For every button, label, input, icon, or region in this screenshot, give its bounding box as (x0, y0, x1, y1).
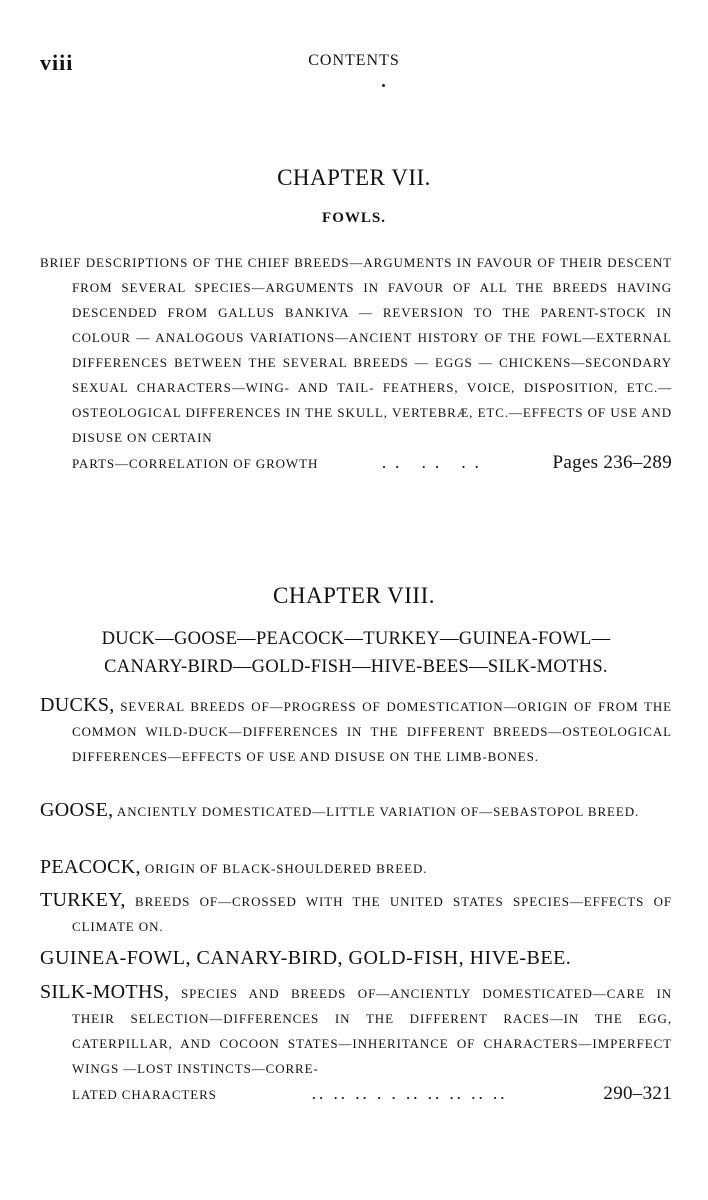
leader-dots: .. .. .. . . .. .. .. .. .. (312, 1087, 508, 1102)
entry-head: GUINEA-FOWL, CANARY-BIRD, GOLD-FISH, HIVE-BEE. (40, 947, 572, 969)
chapter-8-last-line: LATED CHARACTERS (72, 1087, 217, 1102)
chapter-8-title: CHAPTER VIII. (273, 583, 435, 608)
chapter-7-summary (40, 250, 672, 476)
entry-head: GOOSE, (40, 799, 114, 821)
entry-text: SEVERAL BREEDS OF—PROGRESS OF DOMESTICATION—ORIGIN OF FROM THE COMMON WILD-DUCK—DIFFERENCES IN THE DIFFERENT BREEDS—OSTEOLOGICAL DIFFERENCES—EFFECTS OF USE AND DISUSE ON THE LIMB-BONES. (72, 699, 672, 764)
ink-dot (382, 84, 385, 87)
running-title: CONTENTS (308, 52, 400, 69)
entry-text: ANCIENTLY DOMESTICATED—LITTLE VARIATION OF—SEBASTOPOL BREED. (116, 804, 640, 819)
chapter-7-page-line (72, 450, 672, 476)
chapter-8-subject-line-1: DUCK—GOOSE—PEACOCK—TURKEY—GUINEA-FOWL— (101, 629, 611, 649)
entry-text: SPECIES AND BREEDS OF—ANCIENTLY DOMESTICATED—CARE IN THEIR SELECTION—DIFFERENCES IN THE DIFFERENT RACES—IN THE EGG, CATERPILLAR, AND COCOON STATES—INHERITANCE OF CHARACTERS—IMPERFECT WINGS —LOST INSTINCTS—CORRE- (72, 986, 672, 1076)
entry-head: TURKEY, (40, 889, 126, 911)
entry-silk-moths (40, 980, 672, 1107)
chapter-8-subject-line-2: CANARY-BIRD—GOLD-FISH—HIVE-BEES—SILK-MOTHS. (104, 657, 608, 677)
entry-goose (40, 798, 672, 824)
entry-peacock (40, 855, 672, 881)
chapter-7-pages: Pages 236–289 (552, 452, 672, 473)
chapter-7-last-line: PARTS—CORRELATION OF GROWTH (72, 456, 319, 471)
page-number: viii (40, 50, 74, 75)
entry-text: BREEDS OF—CROSSED WITH THE UNITED STATES SPECIES—EFFECTS OF CLIMATE ON. (72, 894, 673, 934)
entry-turkey (40, 888, 672, 939)
entry-guinea-fowl (40, 946, 672, 972)
entry-ducks (40, 693, 672, 769)
chapter-7-subject: FOWLS. (322, 210, 386, 226)
entry-text: ORIGIN OF BLACK-SHOULDERED BREED. (144, 861, 428, 876)
leader-dots: .. .. .. (382, 456, 489, 471)
entry-head: DUCKS, (40, 694, 115, 716)
chapter-8-subject (40, 625, 672, 681)
chapter-8-pages: 290–321 (603, 1083, 672, 1104)
chapter-7-title: CHAPTER VII. (277, 165, 431, 190)
chapter-8-page-line (40, 1081, 672, 1107)
entry-head: SILK-MOTHS, (40, 981, 170, 1003)
entry-head: PEACOCK, (40, 856, 141, 878)
chapter-7-summary-text: BRIEF DESCRIPTIONS OF THE CHIEF BREEDS—ARGUMENTS IN FAVOUR OF THEIR DESCENT FROM SEVERAL SPECIES—ARGUMENTS IN FAVOUR OF ALL THE BREEDS HAVING DESCENDED FROM GALLUS BANKIVA — REVERSION TO THE PARENT-STOCK IN COLOUR — ANALOGOUS VARIATIONS—ANCIENT HISTORY OF THE FOWL—EXTERNAL DIFFERENCES BETWEEN THE SEVERAL BREEDS — EGGS — CHICKENS—SECONDARY SEXUAL CHARACTERS—WING- AND TAIL- FEATHERS, VOICE, DISPOSITION, ETC.—OSTEOLOGICAL DIFFERENCES IN THE SKULL, VERTEBRÆ, ETC.—EFFECTS OF USE AND DISUSE ON CERTAIN (40, 255, 672, 445)
